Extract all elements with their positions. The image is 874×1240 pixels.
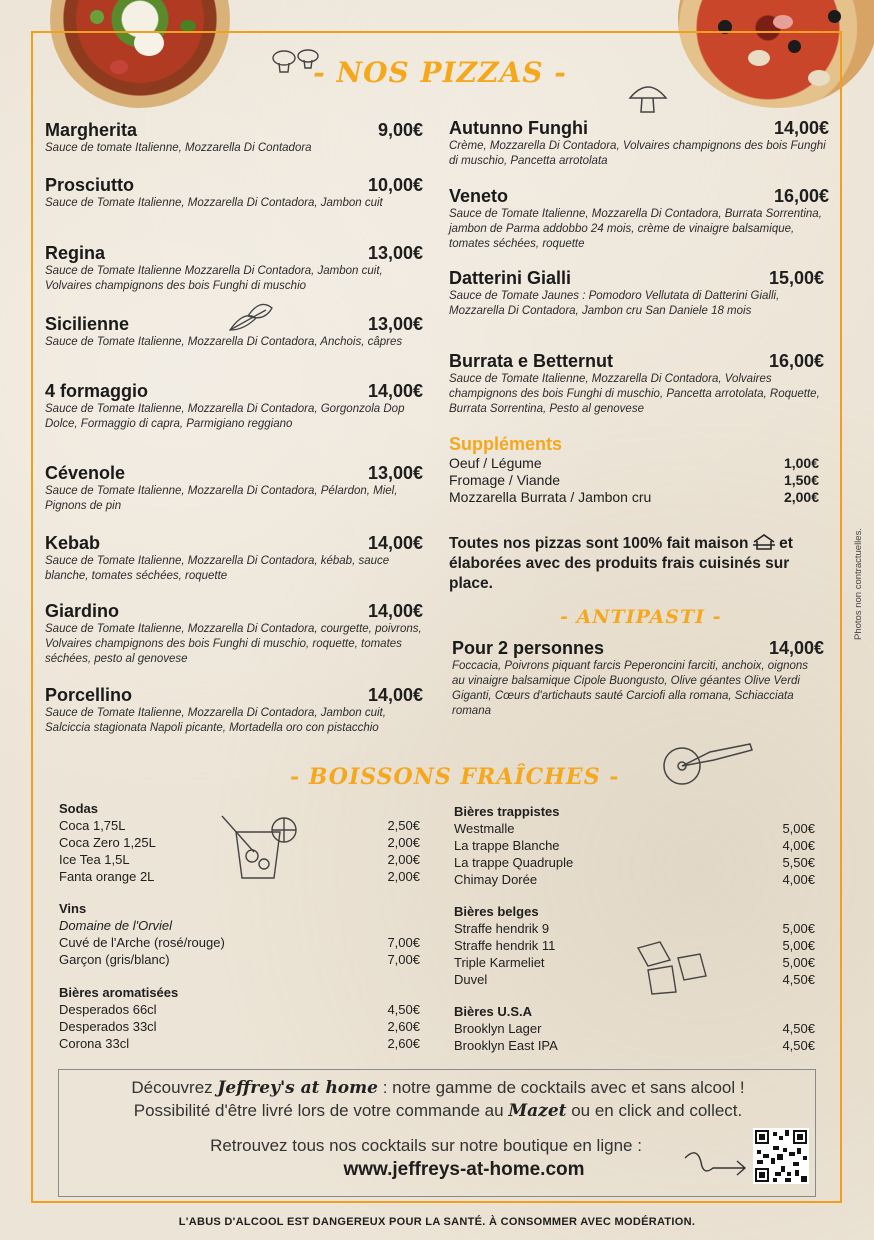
drink-group-bieres-usa xyxy=(454,1004,815,1055)
homemade-note-text: Toutes nos pizzas sont 100% fait maison xyxy=(449,535,749,552)
pizza-name: Porcellino xyxy=(45,685,133,705)
drink-label: La trappe Blanche xyxy=(454,838,560,853)
promo-text: Découvrez xyxy=(131,1078,213,1097)
drink-label: Straffe hendrik 9 xyxy=(454,921,550,936)
drink-group-bieres-aromatisees xyxy=(59,985,420,1053)
pizza-name: Prosciutto xyxy=(45,175,135,195)
homemade-note xyxy=(449,534,834,594)
qr-code-icon[interactable] xyxy=(753,1128,809,1184)
pizza-description: Sauce de Tomate Italienne, Mozzarella Di Contadora, Burrata Sorrentina, jambon de Parma addobbo 24 mois, crème de vinaigre balsamique, tomates séchées, roquette xyxy=(449,208,822,250)
drink-label: Chimay Dorée xyxy=(454,872,538,887)
pizza-price: 14,00€ xyxy=(367,601,423,621)
drink-price: 2,00€ xyxy=(387,852,420,867)
promo-line-2 xyxy=(59,1101,817,1121)
pizza-price: 16,00€ xyxy=(773,186,829,206)
drink-price: 2,60€ xyxy=(387,1036,420,1051)
promo-line-3: Retrouvez tous nos cocktails sur notre boutique en ligne : xyxy=(210,1136,642,1155)
pizza-name: Giardino xyxy=(45,601,120,621)
drink-price: 5,00€ xyxy=(782,921,815,936)
pizza-description: Sauce de Tomate Italienne, Mozzarella Di Contadora, Jambon cuit xyxy=(45,197,383,209)
drink-label: Desperados 33cl xyxy=(59,1019,157,1034)
pizza-price: 10,00€ xyxy=(367,175,423,195)
drink-price: 5,00€ xyxy=(782,821,815,836)
pizza-description: Sauce de Tomate Jaunes : Pomodoro Vellutata di Datterini Gialli, Mozzarella Di Contadora, Jambon cru San Daniele 18 mois xyxy=(449,290,780,317)
drink-price: 7,00€ xyxy=(387,952,420,967)
drink-group-title: Bières trappistes xyxy=(454,804,560,819)
drink-group-title: Vins xyxy=(59,901,87,916)
pizza-name: Datterini Gialli xyxy=(449,268,572,288)
drink-row xyxy=(454,921,815,938)
brand-mazet: Mazet xyxy=(508,1101,567,1121)
supplement-row xyxy=(449,455,819,473)
pizza-description: Crème, Mozzarella Di Contadora, Volvaires champignons des bois Funghi di muschio, Pancetta arrotolata xyxy=(449,140,826,167)
drink-price: 7,00€ xyxy=(387,935,420,950)
drink-label: Coca Zero 1,25L xyxy=(59,835,156,850)
promo-text: ou en click and collect. xyxy=(571,1101,743,1120)
drink-price: 2,00€ xyxy=(387,835,420,850)
pizza-description: Sauce de Tomate Italienne, Mozzarella Di Contadora, Gorgonzola Dop Dolce, Formaggio di capra, Parmigiano reggiano xyxy=(45,403,405,430)
homemade-note-text: et élaborées avec des produits frais cuisinés sur place. xyxy=(449,535,793,592)
olive-decoration xyxy=(828,10,841,23)
pizza-description: Sauce de Tomate Italienne, Mozzarella Di Contadora, Volvaires champignons des bois Funghi di muschio, Pancetta arrotolata, Roquette, Burrata Sorrentina, Pesto al genovese xyxy=(449,373,820,415)
drink-price: 4,50€ xyxy=(782,1038,815,1053)
mushroom-sketch-icon xyxy=(626,80,670,116)
drink-label: Brooklyn East IPA xyxy=(454,1038,558,1053)
boissons-heading: - BOISSONS FRAÎCHES - xyxy=(290,764,620,790)
promo-text: Possibilité d'être livré lors de votre commande au xyxy=(133,1101,504,1120)
pizza-price: 13,00€ xyxy=(367,463,423,483)
antipasti-price: 14,00€ xyxy=(768,638,824,658)
pizzas-heading: - NOS PIZZAS - xyxy=(313,56,567,89)
drink-row xyxy=(454,855,815,872)
pizza-name: Regina xyxy=(45,243,106,263)
pizza-name: Autunno Funghi xyxy=(449,118,588,138)
drink-label: Fanta orange 2L xyxy=(59,869,155,884)
pizza-name: Margherita xyxy=(45,120,138,140)
supplement-row xyxy=(449,489,819,507)
pizza-description: Sauce de Tomate Italienne Mozzarella Di Contadora, Jambon cuit, Volvaires champignons des bois Funghi di muschio xyxy=(45,265,383,292)
pizza-item xyxy=(45,314,423,350)
drink-price: 4,50€ xyxy=(782,1021,815,1036)
pizza-name: Veneto xyxy=(449,186,509,206)
pizza-item xyxy=(45,533,423,584)
pizza-name: Kebab xyxy=(45,533,101,553)
pizza-item xyxy=(449,351,829,417)
drink-group-subtitle: Domaine de l'Orviel xyxy=(59,918,173,933)
pizza-price: 14,00€ xyxy=(773,118,829,138)
pizza-item xyxy=(45,463,423,514)
drink-label: Cuvé de l'Arche (rosé/rouge) xyxy=(59,935,225,950)
drink-price: 2,60€ xyxy=(387,1019,420,1034)
drink-label: La trappe Quadruple xyxy=(454,855,574,870)
drink-row xyxy=(59,835,420,852)
drink-price: 2,00€ xyxy=(387,869,420,884)
drink-price: 5,00€ xyxy=(782,955,815,970)
pizza-item xyxy=(449,268,824,319)
drink-group-bieres-trappistes xyxy=(454,804,815,889)
leaf-decoration xyxy=(90,10,104,24)
drink-group-bieres-belges xyxy=(454,904,815,989)
drink-row xyxy=(59,852,420,869)
photos-disclaimer: Photos non contractuelles. xyxy=(853,528,864,640)
supplement-price: 2,00€ xyxy=(783,489,819,505)
drink-label: Desperados 66cl xyxy=(59,1002,157,1017)
pizza-item xyxy=(45,175,423,211)
shop-url-link[interactable]: www.jeffreys-at-home.com xyxy=(343,1159,585,1180)
promo-box xyxy=(58,1069,816,1197)
pizza-name: 4 formaggio xyxy=(45,381,149,401)
drink-row xyxy=(59,818,420,835)
drink-group-vins xyxy=(59,901,420,969)
drink-row xyxy=(454,972,815,989)
pizza-name: Cévenole xyxy=(45,463,126,483)
drink-label: Brooklyn Lager xyxy=(454,1021,542,1036)
supplement-label: Oeuf / Légume xyxy=(449,455,542,471)
supplement-price: 1,50€ xyxy=(783,472,819,488)
pizza-item xyxy=(449,186,829,252)
antipasti-name: Pour 2 personnes xyxy=(452,638,605,658)
drink-price: 5,00€ xyxy=(782,938,815,953)
pizza-item xyxy=(449,118,829,169)
supplements-title: Suppléments xyxy=(449,434,563,454)
drink-price: 2,50€ xyxy=(387,818,420,833)
brand-jeffreys: Jeffrey's at home xyxy=(217,1078,378,1098)
pizza-description: Sauce de Tomate Italienne, Mozzarella Di Contadora, kébab, sauce blanche, tomates séchées, roquette xyxy=(45,555,390,582)
arrow-icon xyxy=(683,1148,749,1180)
promo-line-1 xyxy=(59,1078,817,1098)
drink-price: 4,50€ xyxy=(782,972,815,987)
drink-label: Triple Karmeliet xyxy=(454,955,545,970)
drink-label: Duvel xyxy=(454,972,488,987)
pizza-item xyxy=(45,243,423,294)
drink-group-title: Bières U.S.A xyxy=(454,1004,533,1019)
drink-label: Corona 33cl xyxy=(59,1036,130,1051)
antipasti-heading: - ANTIPASTI - xyxy=(560,606,722,628)
drink-row xyxy=(454,1038,815,1055)
pizza-price: 13,00€ xyxy=(367,314,423,334)
drink-label: Ice Tea 1,5L xyxy=(59,852,130,867)
drink-row xyxy=(59,1019,420,1036)
pizza-price: 13,00€ xyxy=(367,243,423,263)
drink-group-sodas xyxy=(59,801,420,886)
drink-row xyxy=(454,821,815,838)
pizza-description: Sauce de Tomate Italienne, Mozzarella Di Contadora, Anchois, câpres xyxy=(45,336,403,348)
drink-row xyxy=(59,1036,420,1053)
drink-label: Straffe hendrik 11 xyxy=(454,938,556,953)
supplement-row xyxy=(449,472,819,490)
antipasti-description: Foccacia, Poivrons piquant farcis Peperoncini farciti, anchoix, oignons au vinaigre balsamique Cipole Buongusto, Olive géantes Olive Verdi Giganti, Cœurs d'artichauts sauté Carciofi alla romana, Schiacciata romana xyxy=(452,660,809,717)
drink-label: Coca 1,75L xyxy=(59,818,126,833)
pizza-description: Sauce de Tomate Italienne, Mozzarella Di Contadora, Pélardon, Miel, Pignons de pin xyxy=(45,485,398,512)
drink-row xyxy=(59,952,420,969)
drink-group-title: Bières aromatisées xyxy=(59,985,179,1000)
pizza-cutter-sketch-icon xyxy=(660,738,756,790)
pizza-item xyxy=(45,381,423,432)
drink-group-title: Bières belges xyxy=(454,904,539,919)
pizza-item xyxy=(45,601,423,667)
drink-row xyxy=(59,935,420,952)
ham-decoration xyxy=(773,15,793,29)
pizza-name: Sicilienne xyxy=(45,314,130,334)
drink-row xyxy=(454,1021,815,1038)
drink-group-title: Sodas xyxy=(59,801,99,816)
drink-price: 5,50€ xyxy=(782,855,815,870)
supplement-label: Mozzarella Burrata / Jambon cru xyxy=(449,489,652,505)
drink-row xyxy=(454,872,815,889)
drink-label: Garçon (gris/blanc) xyxy=(59,952,170,967)
pizza-item xyxy=(45,685,423,736)
pizza-item xyxy=(45,120,423,156)
drink-row xyxy=(454,955,815,972)
pizza-description: Sauce de Tomate Italienne, Mozzarella Di Contadora, courgette, poivrons, Volvaires champignons des bois Funghi di muschio, roquette, tomates séchées, pesto al genovese xyxy=(45,623,422,665)
promo-text: : notre gamme de cocktails avec et sans alcool ! xyxy=(382,1078,745,1097)
pizza-description: Sauce de tomate Italienne, Mozzarella Di Contadora xyxy=(45,142,312,154)
pizza-price: 15,00€ xyxy=(768,268,824,288)
pizza-price: 16,00€ xyxy=(768,351,824,371)
drink-label: Westmalle xyxy=(454,821,515,836)
drink-row xyxy=(454,938,815,955)
drink-price: 4,50€ xyxy=(387,1002,420,1017)
drink-row xyxy=(59,869,420,886)
pizza-price: 9,00€ xyxy=(377,120,423,140)
antipasti-item xyxy=(452,638,824,719)
supplement-price: 1,00€ xyxy=(783,455,819,471)
pizza-price: 14,00€ xyxy=(367,533,423,553)
drink-price: 4,00€ xyxy=(782,838,815,853)
pizza-description: Sauce de Tomate Italienne, Mozzarella Di Contadora, Jambon cuit, Salciccia stagionata Napoli picante, Mortadella oro con pistacchio xyxy=(45,707,386,734)
health-warning: L'ABUS D'ALCOOL EST DANGEREUX POUR LA SANTÉ. À CONSOMMER AVEC MODÉRATION. xyxy=(178,1216,696,1228)
pizza-name: Burrata e Betternut xyxy=(449,351,614,371)
house-icon xyxy=(753,534,775,550)
pizza-price: 14,00€ xyxy=(367,685,423,705)
pizza-price: 14,00€ xyxy=(367,381,423,401)
supplement-label: Fromage / Viande xyxy=(449,472,561,488)
drink-price: 4,00€ xyxy=(782,872,815,887)
drink-row xyxy=(454,838,815,855)
drink-row xyxy=(59,1002,420,1019)
